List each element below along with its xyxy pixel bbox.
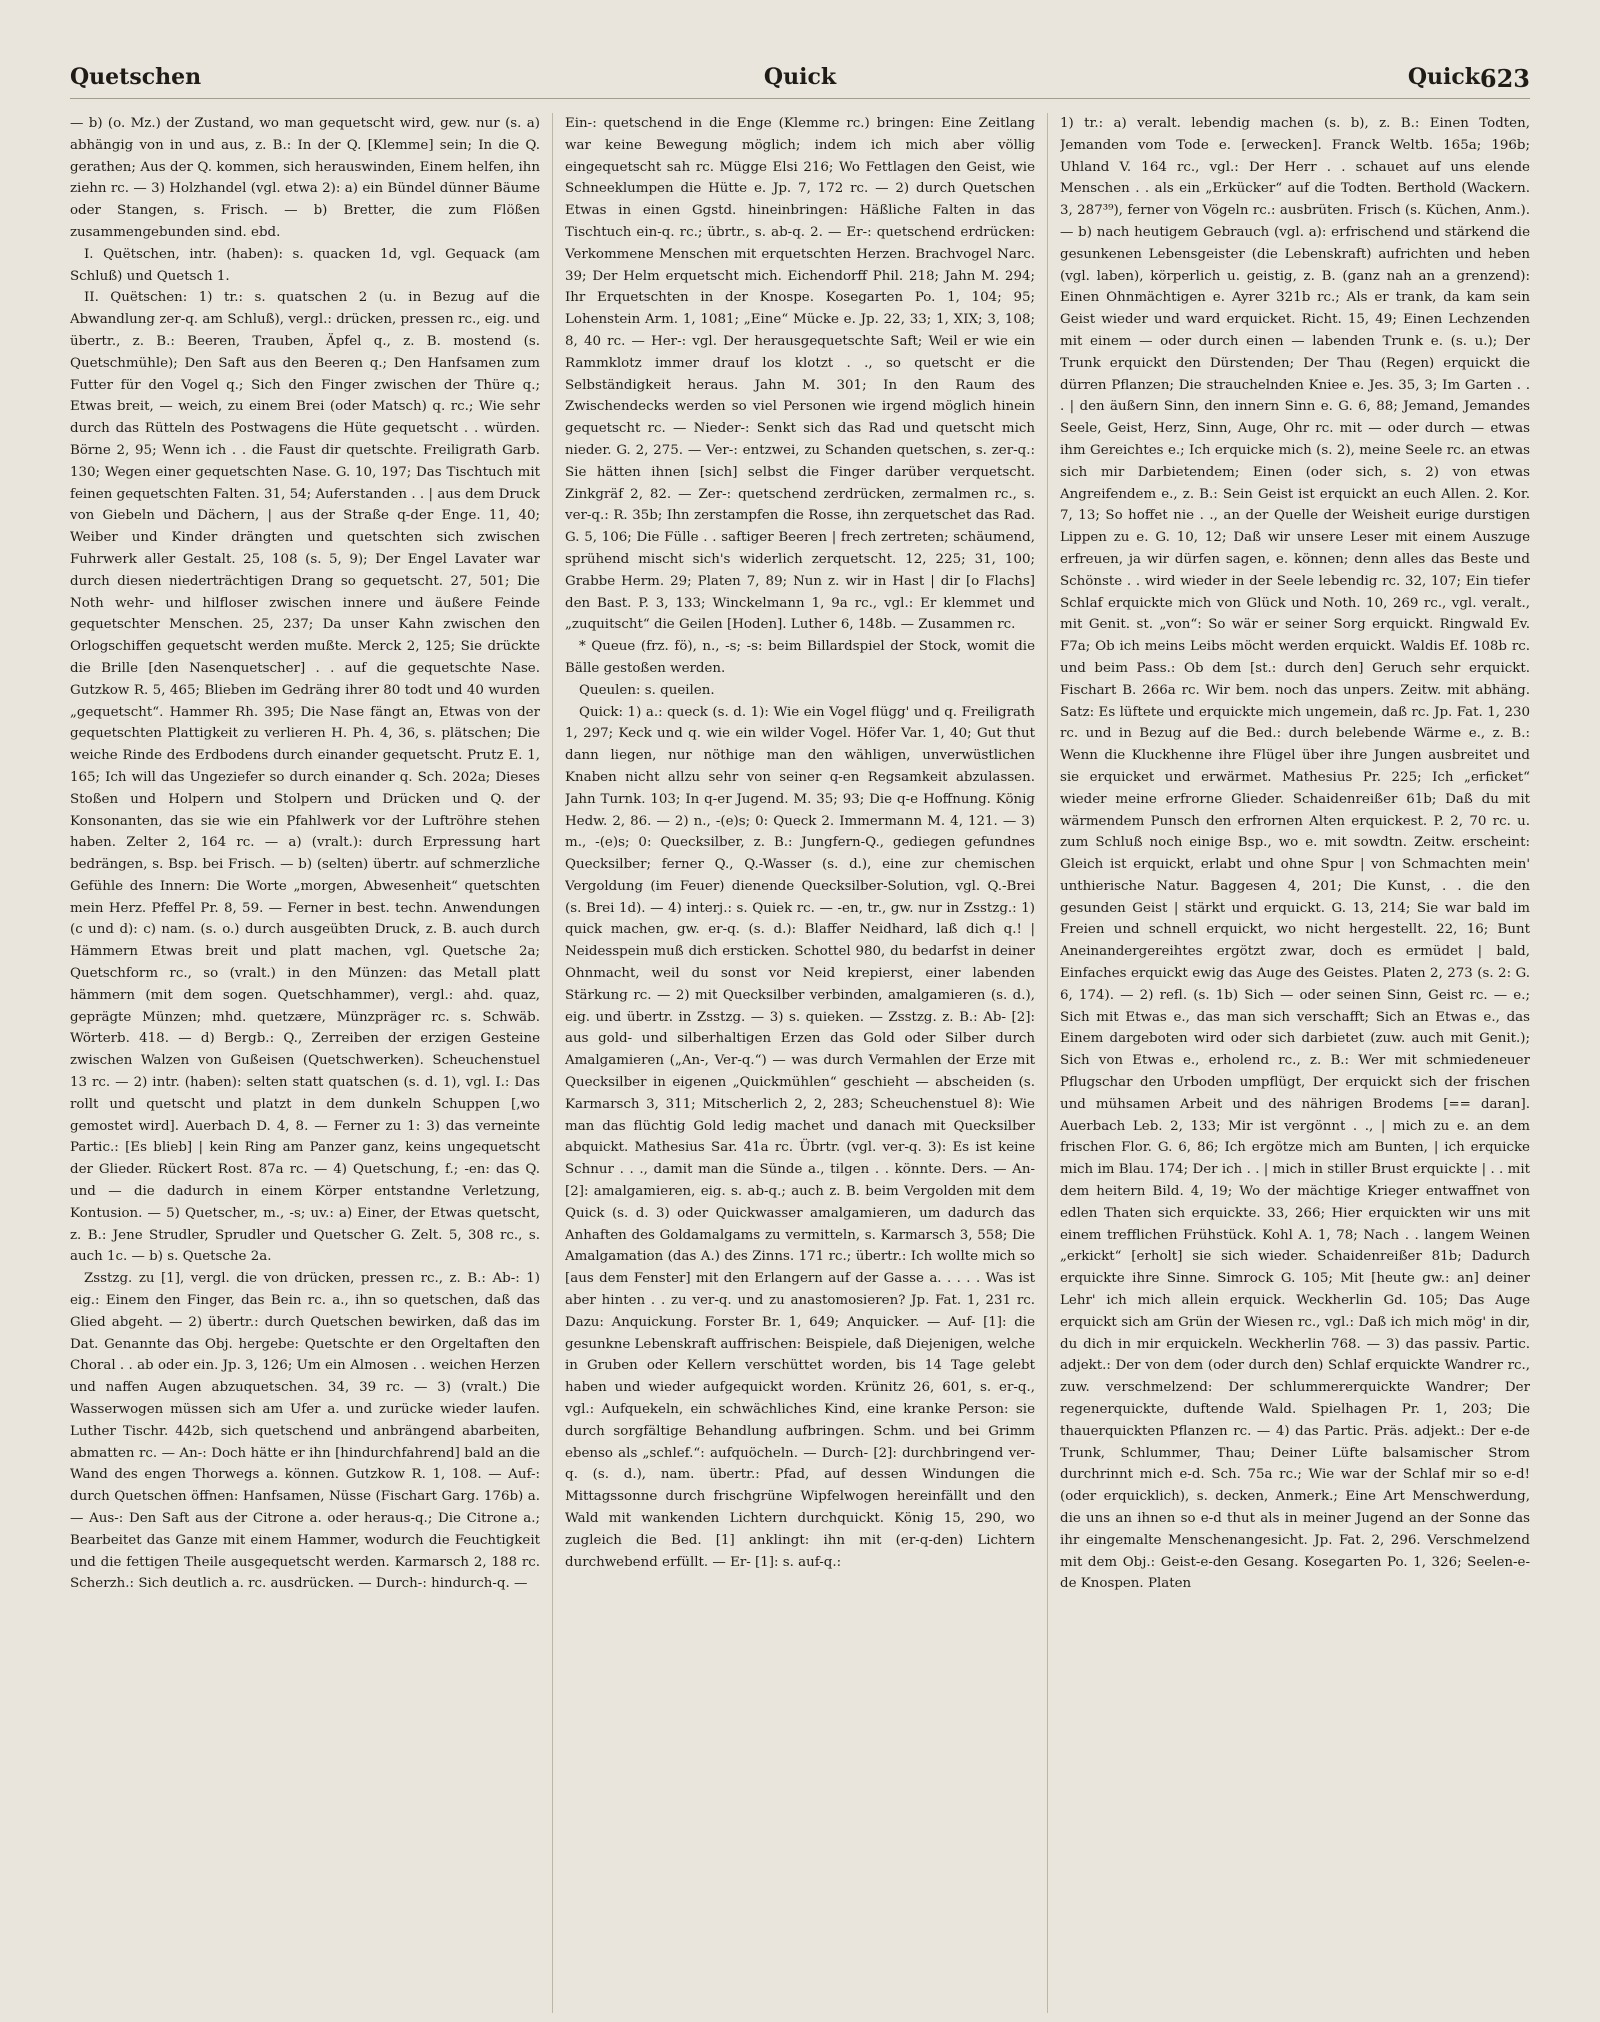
entry-paragraph: Queulen: s. queilen. <box>579 682 715 698</box>
entry-paragraph: * Queue (frz. fö), n., -s; -s: beim Billardspiel der Stock, womit die Bälle gestoßen werden. <box>565 639 1035 676</box>
text-columns <box>70 113 1530 2013</box>
column-divider <box>1047 113 1048 2013</box>
entry-paragraph: Zsstzg. zu [1], vergl. die von drücken, pressen rc., z. B.: Ab-: 1) eig.: Einem den Finger, das Bein rc. a., ihn so quetschen, daß das Glied abgeht. — 2) übertr.: durch Quetschen bewirken, daß das im Dat. Genannte das Obj. hergebe: Quetschte er den Orgeltaften den Choral . . ab oder ein. Jp. 3, 126; Um ein Almosen . . weichen Herzen und naffen Augen abzuquetschen. 34, 39 rc. — 3) (vralt.) Die Wasserwogen müssen sich am Ufer a. und zurücke wieder laufen. Luther Tischr. 442b, sich quetschend und anbrängend abarbeiten, abmatten rc. — An-: Doch hätte er ihn [hindurchfahrend] bald an die Wand des engen Thorwegs a. können. Gutzkow R. 1, 108. — Auf-: durch Quetschen öffnen: Hanfsamen, Nüsse (Fischart Garg. 176b) a. — Aus-: Den Saft aus der Citrone a. oder heraus-q.; Die Citrone a.; Bearbeitet das Ganze mit einem Hammer, wodurch die Feuchtigkeit und die fettigen Theile ausgequetscht werden. Karmarsch 2, 188 rc. Scherzh.: Sich deutlich a. rc. ausdrücken. — Durch-: hindurch-q. — <box>70 1271 540 1592</box>
entry-paragraph: — b) (o. Mz.) der Zustand, wo man gequetscht wird, gew. nur (s. a) abhängig von in und aus, z. B.: In der Q. [Klemme] sein; In die Q. gerathen; Aus der Q. kommen, sich herauswinden, Einem helfen, ihn ziehn rc. — 3) Holzhandel (vgl. etwa 2): a) ein Bündel dünner Bäume oder Stangen, s. Frisch. — b) Bretter, die zum Flößen zusammengebunden sind. ebd. <box>70 116 540 240</box>
column-1 <box>70 113 540 2013</box>
page-number: 623 <box>1479 64 1530 93</box>
entry-paragraph: I. Quëtschen, intr. (haben): s. quacken 1d, vgl. Gequack (am Schluß) und Quetsch 1. <box>70 246 540 284</box>
entry-paragraph: II. Quëtschen: 1) tr.: s. quatschen 2 (u. in Bezug auf die Abwandlung zer-q. am Schluß), vergl.: drücken, pressen rc., eig. und übertr., z. B.: Beeren, Trauben, Äpfel q., z. B. mostend (s. Quetschmühle); Den Saft aus den Beeren q.; Den Hanfsamen zum Futter für den Vogel q.; Sich den Finger zwischen der Thüre q.; Etwas breit, — weich, zu einem Brei (oder Matsch) q. rc.; Wie sehr durch das Rütteln des Postwagens die Hüte gequetscht . . würden. Börne 2, 95; Wenn ich . . die Faust dir quetschte. Freiligrath Garb. 130; Wegen einer gequetschten Nase. G. 10, 197; Das Tischtuch mit feinen gequetschten Falten. 31, 54; Auferstanden . . | aus dem Druck von Giebeln und Dächern, | aus der Straße q-der Enge. 11, 40; Weiber und Kinder drängten und quetschten sich zwischen Fuhrwerk aller Gestalt. 25, 108 (s. 5, 9); Der Engel Lavater war durch diesen niederträchtigen Drang so gequetscht. 27, 501; Die Noth wehr- und hilfloser zwischen innere und äußere Feinde gequetschter Menschen. 25, 237; Da unser Kahn zwischen den Orlogschiffen gequetscht werden mußte. Merck 2, 125; Sie drückte die Brille [den Nasenquetscher] . . auf die gequetschte Nase. Gutzkow R. 5, 465; Blieben im Gedräng ihrer 80 todt und 40 wurden „gequetscht“. Hammer Rh. 395; Die Nase fängt an, Etwas von der gequetschten Plattigkeit zu verlieren H. Ph. 4, 36, s. plätschen; Die weiche Rinde des Erdbodens durch einander gequetscht. Prutz E. 1, 165; Ich will das Ungeziefer so durch einander q. Sch. 202a; Dieses Stoßen und Holpern und Stolpern und Drücken und Q. der Konsonanten, das sie wie ein Pfahlwerk vor der Luftröhre stehen haben. Zelter 2, 164 rc. — a) (vralt.): durch Erpressung hart bedrängen, s. Bsp. bei Frisch. — b) (selten) übertr. auf schmerzliche Gefühle des Innern: Die Worte „morgen, Abwesenheit“ quetschten mein Herz. Pfeffel Pr. 8, 59. — Ferner in best. techn. Anwendungen (c und d): c) nam. (s. o.) durch ausgeübten Druck, z. B. auch durch Hämmern Etwas breit und platt machen, vgl. Quetsche 2a; Quetschform rc., so (vralt.) in den Münzen: das Metall platt hämmern (mit dem sogen. Quetschhammer), vergl.: ahd. quaz, geprägte Münzen; mhd. quetzære, Münzpräger rc. s. Schwäb. Wörterb. 418. — d) Bergb.: Q., Zerreiben der erzigen Gesteine zwischen Walzen von Gußeisen (Quetschwerken). Scheuchenstuel 13 rc. — 2) intr. (haben): selten statt quatschen (s. d. 1), vgl. I.: Das rollt und quetscht und platzt in dem dunkeln Schuppen [,wo gemostet wird]. Auerbach D. 4, 8. — Ferner zu 1: 3) das verneinte Partic.: [Es blieb] | kein Ring am Panzer ganz, keins ungequetscht der Glieder. Rückert Rost. 87a rc. — 4) Quetschung, f.; -en: das Q. und — die dadurch in einem Körper entstandne Verletzung, Kontusion. — 5) Quetscher, m., -s; uv.: a) Einer, der Etwas quetscht, z. B.: Jene Strudler, Sprudler und Quetscher G. Zelt. 5, 308 rc., s. auch 1c. — b) s. Quetsche 2a. <box>70 290 540 1265</box>
header-right-catchword: Quick <box>1407 64 1480 90</box>
entry-paragraph: Ein-: quetschend in die Enge (Klemme rc.) bringen: Eine Zeitlang war keine Bewegung möglich; indem ich mich aber völlig eingequetscht sah rc. Müggе Elsi 216; Wo Fettlagen den Geist, wie Schneeklumpen die Hütte e. Jp. 7, 172 rc. — 2) durch Quetschen Etwas in einen Ggstd. hineinbringen: Häßliche Falten in das Tischtuch ein-q. rc.; übrtr., s. ab-q. 2. — Er-: quetschend erdrücken: Verkommene Menschen mit erquetschten Herzen. Brachvogel Narc. 39; Der Helm erquetscht mich. Eichendorff Phil. 218; Jahn M. 294; Ihr Erquetschten in der Knospe. Kosegarten Po. 1, 104; 95; Lohenstein Arm. 1, 1081; „Eine“ Mücke e. Jp. 22, 33; 1, XIX; 3, 108; 8, 40 rc. — Her-: vgl. Der herausgequetschte Saft; Weil er wie ein Rammklotz immer drauf los klotzt . ., so quetscht er die Selbständigkeit heraus. Jahn M. 301; In den Raum des Zwischendecks werden so viel Personen wie irgend möglich hinein gequetscht rc. — Nieder-: Senkt sich das Rad und quetscht mich nieder. G. 2, 275. — Ver-: entzwei, zu Schanden quetschen, s. zer-q.: Sie hätten ihnen [sich] selbst die Finger darüber verquetscht. Zinkgräf 2, 82. — Zer-: quetschend zerdrücken, zermalmen rc., s. ver-q.: R. 35b; Ihn zerstampfen die Rosse, ihn zerquetschet das Rad. G. 5, 106; Die Fülle . . saftiger Beeren | frech zertreten; schäumend, sprühend mischt sich's widerlich zerquetscht. 12, 225; 31, 100; Grabbe Herm. 29; Platen 7, 89; Nun z. wir in Hast | dir [o Flachs] den Bast. P. 3, 133; Winckelmann 1, 9a rc., vgl.: Er klemmet und „zuquitscht“ die Geilen [Hoden]. Luther 6, 148b. — Zusammen rc. <box>565 116 1035 633</box>
column-3 <box>1060 113 1530 2013</box>
column-divider <box>552 113 553 2013</box>
running-head <box>70 58 1530 99</box>
column-2 <box>565 113 1035 2013</box>
header-center-catchword: Quick <box>763 64 837 90</box>
entry-paragraph: 1) tr.: a) veralt. lebendig machen (s. b), z. B.: Einen Todten, Jemanden vom Tode e. [erwecken]. Franck Weltb. 165a; 196b; Uhland V. 164 rc., vgl.: Der Herr . . schauet auf uns elende Menschen . . als ein „Erkücker“ auf die Todten. Berthold (Wackern. 3, 287³⁹), ferner von Vögeln rc.: ausbrüten. Frisch (s. Küchen, Anm.). — b) nach heutigem Gebrauch (vgl. a): erfrischend und stärkend die gesunkenen Lebensgeister (die Lebenskraft) aufrichten und heben (vgl. laben), körperlich u. geistig, z. B. (ganz nah an a grenzend): Einen Ohnmächtigen e. Ayrer 321b rc.; Als er trank, da kam sein Geist wieder und ward erquicket. Richt. 15, 49; Einen Lechzenden mit einem — oder durch einen — labenden Trunk e. (s. u.); Der Trunk erquickt den Dürstenden; Der Thau (Regen) erquickt die dürren Pflanzen; Die strauchelnden Kniee e. Jes. 35, 3; Im Garten . . . | den äußern Sinn, den innern Sinn e. G. 6, 88; Jemand, Jemandes Seele, Geist, Herz, Sinn, Auge, Ohr rc. mit — oder durch — etwas ihm Gereichtes e.; Ich erquicke mich (s. 2), meine Seele rc. an etwas sich mir Darbietendem; Einen (oder sich, s. 2) von etwas Angreifendem e., z. B.: Sein Geist ist erquickt an euch Allen. 2. Kor. 7, 13; So hoffet nie . ., an der Quelle der Weisheit eurige durstigen Lippen zu e. G. 10, 12; Daß wir unsere Leser mit einem Auszuge erfreuen, ja wir dürfen sagen, e. können; denn alles das Beste und Schönste . . wird wieder in der Seele lebendig rc. 32, 107; Ein tiefer Schlaf erquickte mich von Glück und Noth. 10, 269 rc., vgl. veralt., mit Genit. st. „von“: So wär er seiner Sorg erquickt. Ringwald Ev. F7a; Ob ich meins Leibs möcht werden erquickt. Waldis Ef. 108b rc. und beim Pass.: Ob dem [st.: durch den] Geruch sehr erquickt. Fischart B. 266a rc. Wir bem. noch das unpers. Zeitw. mit abhäng. Satz: Es lüftete und erquickte mich ungemein, daß rc. Jp. Fat. 1, 230 rc. und in Bezug auf die Bed.: durch belebende Wärme e., z. B.: Wenn die Kluckhenne ihre Flügel über ihre Jungen ausbreitet und sie erquicket und erwärmet. Mathesius Pr. 225; Ich „erficket“ wieder meine erfrorne Glieder. Schaidenreißer 61b; Daß du mit wärmendem Punsch den erfrornen Alten erquickest. P. 2, 70 rc. u. zum Schluß noch einige Bsp., wo e. mit sowdtn. Zeitw. erscheint: Gleich ist erquickt, erlabt und ohne Spur | von Schmachten mein' unthierische Natur. Baggesen 4, 201; Die Kunst, . . die den gesunden Geist | stärkt und erquickt. G. 13, 214; Sie war bald im Freien und schnell erquickt, wo nicht hergestellt. 22, 16; Bunt Aneinandergereihtes ergötzt zwar, doch es ermüdet | bald, Einfaches erquickt ewig das Auge des Geistes. Platen 2, 273 (s. 2: G. 6, 174). — 2) refl. (s. 1b) Sich — oder seinen Sinn, Geist rc. — e.; Sich mit Etwas e., das man sich verschafft; Sich an Etwas e., das Einem dargeboten wird oder sich darbietet (zuw. auch mit Genit.); Sich von Etwas e., erholend rc., z. B.: Wer mit schmiedeneuer Pflugschar den Urboden umpflügt, Der erquickt sich der frischen und mühsamen Arbeit und des nährigen Brodems [== daran]. Auerbach Leb. 2, 133; Mir ist vergönnt . ., | mich zu e. an dem frischen Flor. G. 6, 86; Ich ergötze mich am Bunten, | ich erquicke mich im Blau. 174; Der ich . . | mich in stiller Brust erquickte | . . mit dem heitern Bild. 4, 19; Wo der mächtige Krieger entwaffnet von edlen Thaten sich erquickte. 33, 266; Hier erquickten wir uns mit einem trefflichen Frühstück. Kohl A. 1, 78; Nach . . langem Weinen „erkickt“ [erholt] sie sich wieder. Schaidenreißer 81b; Dadurch erquickte ihre Sinne. Simrock G. 105; Mit [heute gw.: an] deiner Lehr' ich mich allein erquick. Weckherlin Gd. 105; Das Auge erquickt sich am Grün der Wiesen rc., vgl.: Daß ich mich mög' in dir, du dich in mir erquickeln. Weckherlin 768. — 3) das passiv. Partic. adjekt.: Der von dem (oder durch den) Schlaf erquickte Wandrer rc., zuw. verschmelzend: Der schlummererquickte Wandrer; Der regenerquickte, duftende Wald. Spielhagen Pr. 1, 203; Die thauerquickten Pflanzen rc. — 4) das Partic. Präs. adjekt.: Der e-de Trunk, Schlummer, Thau; Deiner Lüfte balsamischer Strom durchrinnt mich e-d. Sch. 75a rc.; Wie war der Schlaf mir so e-d! (oder erquicklich), s. decken, Anmerk.; Eine Art Menschwerdung, die uns an ihnen so e-d thut als in meiner Jugend an der Sonne das ihr eingemalte Menschenangesicht. Jp. Fat. 2, 296. Verschmelzend mit dem Obj.: Geist-e-den Gesang. Kosegarten Po. 1, 326; Seelen-e-de Knospen. Platen <box>1060 116 1530 1592</box>
entry-paragraph: Quick: 1) a.: queck (s. d. 1): Wie ein Vogel flügg' und q. Freiligrath 1, 297; Keck und q. wie ein wilder Vogel. Höfer Var. 1, 40; Gut thut dann liegen, nur nöthige man den wähligen, unverwüstlichen Knaben nicht allzu sehr von seiner q-en Regsamkeit abzulassen. Jahn Turnk. 103; In q-er Jugend. M. 35; 93; Die q-e Hoffnung. König Hedw. 2, 86. — 2) n., -(e)s; 0: Queck 2. Immermann M. 4, 121. — 3) m., -(e)s; 0: Quecksilber, z. B.: Jungfern-Q., gediegen gefundnes Quecksilber; ferner Q., Q.-Wasser (s. d.), eine zur chemischen Vergoldung (im Feuer) dienende Quecksilber-Solution, vgl. Q.-Brei (s. Brei 1d). — 4) interj.: s. Quiek rc. — -en, tr., gw. nur in Zsstzg.: 1) quick machen, gw. er-q. (s. d.): Blaffer Neidhard, laß dich q.! | Neidesspein muß dich ersticken. Schottel 980, du bedarfst in deiner Ohnmacht, weil du sonst vor Neid krepierst, einer labenden Stärkung rc. — 2) mit Quecksilber verbinden, amalgamieren (s. d.), eig. und übertr. in Zsstzg. — 3) s. quieken. — Zsstzg. z. B.: Ab- [2]: aus gold- und silberhaltigen Erzen das Gold oder Silber durch Amalgamieren („An-, Ver-q.“) — was durch Vermahlen der Erze mit Quecksilber in eigenen „Quickmühlen“ geschieht — abscheiden (s. Karmarsch 3, 311; Mitscherlich 2, 2, 283; Scheuchenstuel 8): Wie man das flüchtig Gold ledig machet und danach mit Quecksilber abquickt. Mathesius Sar. 41a rc. Übrtr. (vgl. ver-q. 3): Es ist keine Schnur . . ., damit man die Sünde a., tilgen . . könnte. Ders. — An- [2]: amalgamieren, eig. s. ab-q.; auch z. B. beim Vergolden mit dem Quick (s. d. 3) oder Quickwasser amalgamieren, um dadurch das Anhaften des Goldamalgams zu vermitteln, s. Karmarsch 3, 558; Die Amalgamation (das A.) des Zinns. 171 rc.; übertr.: Ich wollte mich so [aus dem Fenster] mit den Erlangern auf der Gasse a. . . . . Was ist aber hinten . . zu ver-q. und zu anastomosieren? Jp. Fat. 1, 231 rc. Dazu: Anquickung. Forster Br. 1, 649; Anquicker. — Auf- [1]: die gesunkne Lebenskraft auffrischen: Beispiele, daß Diejenigen, welche in Gruben oder Kellern verschüttet worden, bis 14 Tage gelebt haben und wieder aufgequickt worden. Krünitz 26, 601, s. er-q., vgl.: Aufquekeln, ein schwächliches Kind, eine kranke Person: sie durch sorgfältige Behandlung aufbringen. Schm. und bei Grimm ebenso als „schlef.“: aufquöcheln. — Durch- [2]: durchbringend ver-q. (s. d.), nam. übertr.: Pfad, auf dessen Windungen die Mittagssonne durch frischgrüne Wipfelwogen hereinfällt und den Wald mit wankenden Lichtern durchquickt. König 15, 290, wo zugleich die Bed. [1] anklingt: ihn mit (er-q-den) Lichtern durchwebend erfüllt. — Er- [1]: s. auf-q.: <box>565 704 1035 1570</box>
header-left-catchword: Quetschen <box>70 64 202 90</box>
